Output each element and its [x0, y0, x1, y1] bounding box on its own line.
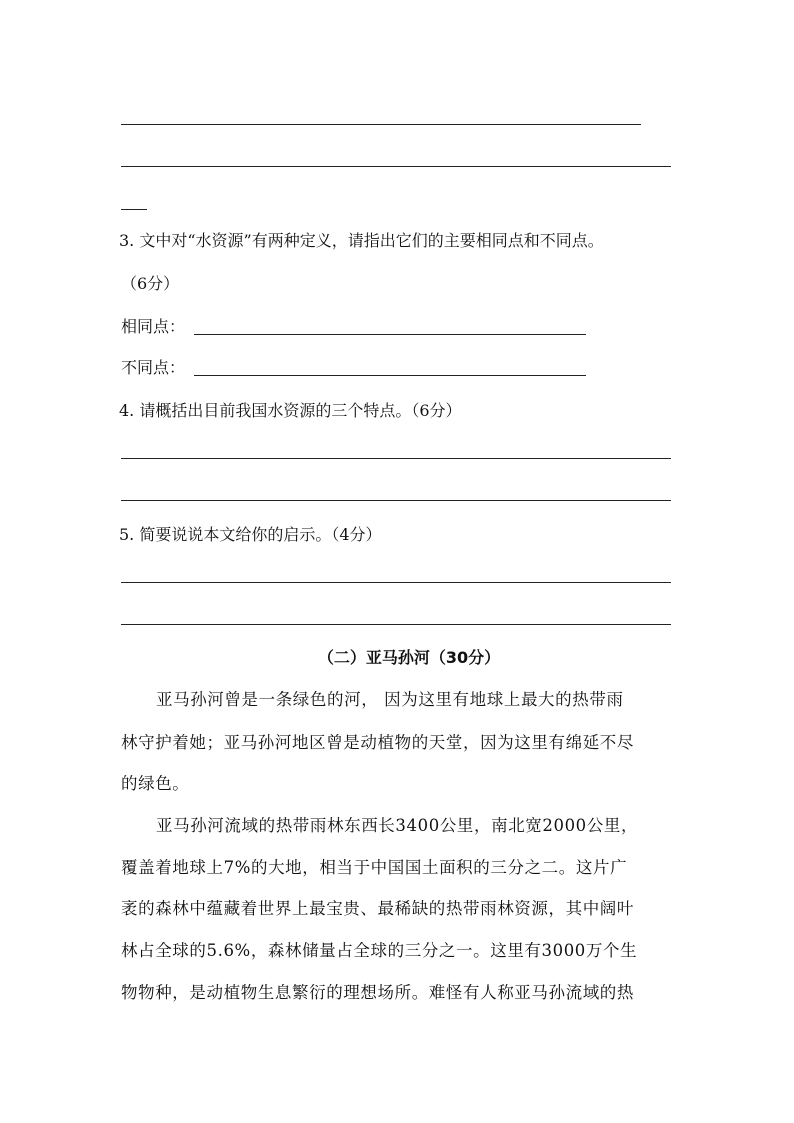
passage-line: 亚马孙河曾是一条绿色的河， 因为这里有地球上最大的热带雨	[156, 690, 624, 709]
section-title: （二）亚马孙河（30分）	[317, 648, 501, 667]
same-points-answer-line[interactable]	[194, 334, 586, 335]
passage-line: 的绿色。	[121, 774, 190, 793]
question-5-text: 5. 简要说说本文给你的启示。（4分）	[119, 525, 382, 544]
question-5-answer-line[interactable]	[121, 582, 671, 583]
question-3-text: 3. 文中对“水资源”有两种定义，请指出它们的主要相同点和不同点。	[119, 231, 604, 250]
passage-line: 袤的森林中蕴藏着世界上最宝贵、最稀缺的热带雨林资源，其中阔叶	[121, 899, 634, 918]
question-4-text: 4. 请概括出目前我国水资源的三个特点。（6分）	[119, 401, 462, 420]
passage-line: 物物种，是动植物生息繁衍的理想场所。难怪有人称亚马孙流域的热	[121, 983, 634, 1002]
question-4-answer-line[interactable]	[121, 500, 671, 501]
question-4-answer-line[interactable]	[121, 458, 671, 459]
passage-line: 覆盖着地球上7%的大地，相当于中国国土面积的三分之二。这片广	[121, 858, 628, 877]
question-3-score: （6分）	[121, 274, 180, 293]
passage-line: 林占全球的5.6%，森林储量占全球的三分之一。这里有3000万个生	[121, 941, 638, 960]
question-5-answer-line[interactable]	[121, 624, 671, 625]
same-points-label: 相同点：	[121, 317, 186, 336]
answer-line	[121, 166, 671, 167]
passage-line: 林守护着她；亚马孙河地区曾是动植物的天堂，因为这里有绵延不尽	[121, 733, 634, 752]
answer-line	[121, 124, 641, 125]
passage-line: 亚马孙河流域的热带雨林东西长3400公里，南北宽2000公里，	[156, 816, 639, 835]
different-points-label: 不同点：	[121, 358, 186, 377]
different-points-answer-line[interactable]	[194, 375, 586, 376]
answer-line	[121, 209, 147, 210]
